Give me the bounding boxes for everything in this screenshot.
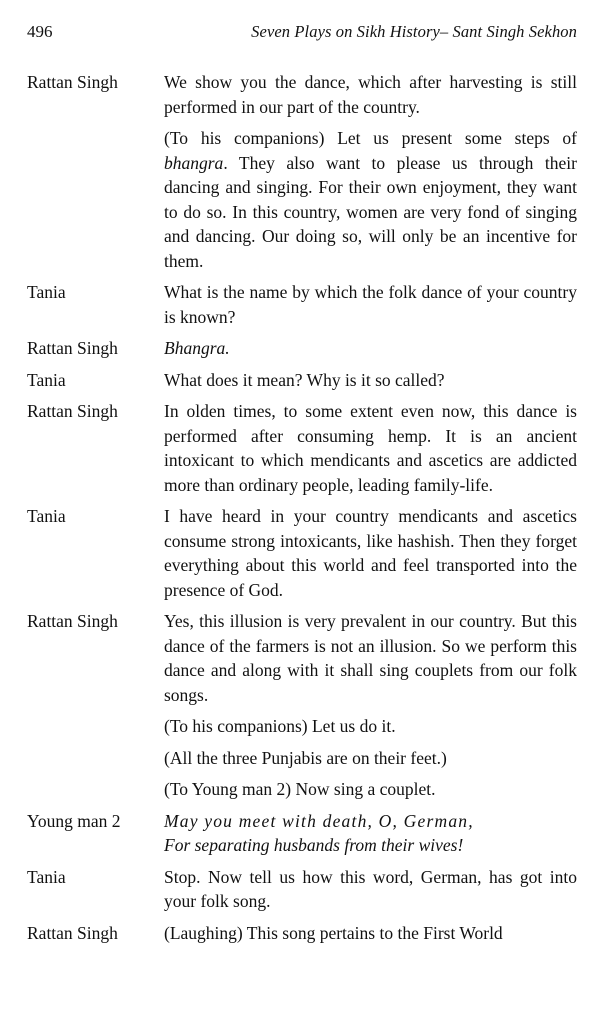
dialogue-text xyxy=(164,399,577,497)
dialogue-entry xyxy=(27,336,577,361)
dialogue-paragraph: Bhangra. xyxy=(164,338,230,358)
dialogue-paragraph: In olden times, to some extent even now, this dance is performed after consuming hemp. It is an ancient intoxicant to which mendicants and ascetics are addicted more than ordinary people, leading family-life. xyxy=(164,401,577,495)
page-number: 496 xyxy=(27,22,53,41)
dialogue-text xyxy=(164,504,577,602)
stage-direction: (To his companions) Let us do it. xyxy=(164,716,396,736)
stage-direction: (All the three Punjabis are on their feet.) xyxy=(164,747,447,768)
dialogue-text xyxy=(164,336,577,361)
speaker-name: Tania xyxy=(27,866,66,887)
dialogue-text xyxy=(164,280,577,329)
dialogue-entry xyxy=(27,809,577,858)
speaker-name: Rattan Singh xyxy=(27,611,118,631)
speaker-name: Young man 2 xyxy=(27,810,121,831)
dialogue-paragraph: Stop. Now tell us how this word, German, has got into your folk song. xyxy=(164,866,577,911)
emphasized-word: bhangra xyxy=(164,152,224,173)
dialogue-text xyxy=(164,609,577,802)
dialogue-paragraph: I have heard in your country mendicants and ascetics consume strong intoxicants, like hashish. Then they forget everything about this world and feel transported into the presence of God. xyxy=(164,506,577,600)
speaker-name: Rattan Singh xyxy=(27,338,118,358)
speaker-name: Tania xyxy=(27,506,66,526)
couplet-line: May you meet with death, O, German, xyxy=(164,810,474,831)
dialogue-paragraph: We show you the dance, which after harvesting is still performed in our part of the country. xyxy=(164,72,577,117)
dialogue-entry xyxy=(27,865,577,914)
speaker-name: Rattan Singh xyxy=(27,401,118,421)
song-couplet xyxy=(164,809,577,858)
stage-direction: (To Young man 2) Now sing a couplet. xyxy=(164,779,436,799)
dialogue-paragraph: What does it mean? Why is it so called? xyxy=(164,369,445,390)
dialogue-text xyxy=(164,70,577,273)
dialogue-paragraph: (To his companions) Let us present some steps of bhangra. They also want to please us through their dancing and singing. For their own enjoyment, they want to do so. In this country, women are very fond of singing and dancing. Our doing so, will only be an incentive for them. xyxy=(164,128,577,271)
dialogue-paragraph: What is the name by which the folk dance of your country is known? xyxy=(164,282,577,327)
page-header xyxy=(27,22,577,46)
running-title: Seven Plays on Sikh History– Sant Singh Sekhon xyxy=(251,22,577,41)
dialogue-text xyxy=(164,921,577,946)
dialogue-entry xyxy=(27,70,577,273)
dialogue-text xyxy=(164,368,577,393)
couplet-line: For separating husbands from their wives! xyxy=(164,835,464,855)
play-dialogue xyxy=(27,70,577,952)
dialogue-text xyxy=(164,865,577,914)
dialogue-entry xyxy=(27,368,577,393)
speaker-name: Tania xyxy=(27,282,66,302)
speaker-name: Rattan Singh xyxy=(27,72,118,92)
dialogue-entry xyxy=(27,921,577,946)
dialogue-entry xyxy=(27,280,577,329)
dialogue-paragraph: Yes, this illusion is very prevalent in our country. But this dance of the farmers is not an illusion. So we perform this dance and along with it shall sing couplets from our folk songs. xyxy=(164,611,577,705)
dialogue-entry xyxy=(27,609,577,802)
dialogue-paragraph: (Laughing) This song pertains to the First World xyxy=(164,922,503,943)
dialogue-entry xyxy=(27,399,577,497)
dialogue-entry xyxy=(27,504,577,602)
speaker-name: Rattan Singh xyxy=(27,922,118,943)
speaker-name: Tania xyxy=(27,369,66,390)
